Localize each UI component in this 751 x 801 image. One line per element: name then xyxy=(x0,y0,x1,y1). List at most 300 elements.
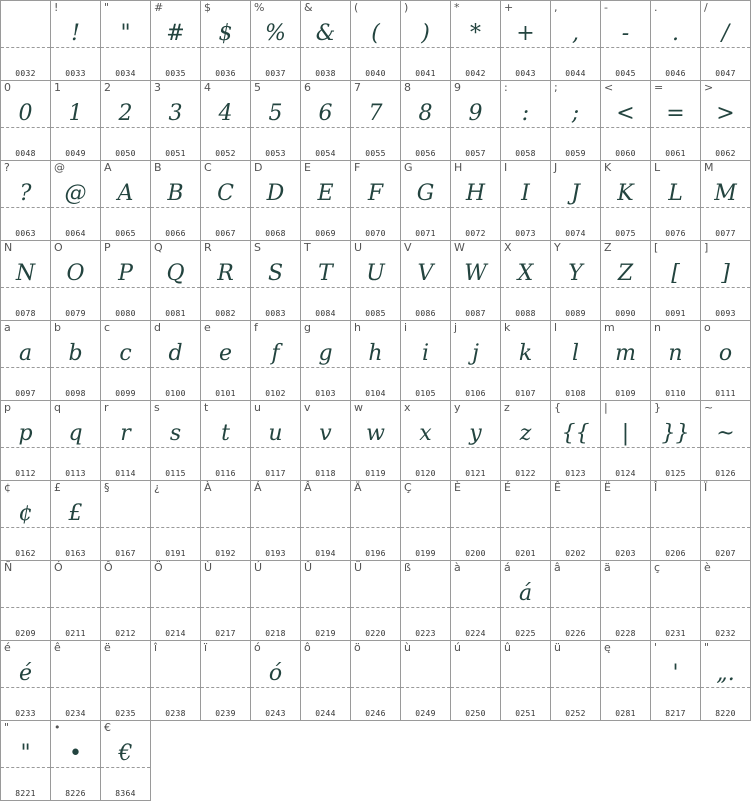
glyph-cell xyxy=(100,720,151,801)
reference-character: x xyxy=(404,401,411,414)
glyph-sample: 5 xyxy=(268,101,283,126)
glyph-sample xyxy=(501,497,550,531)
reference-character: ü xyxy=(554,641,561,654)
glyph-cell xyxy=(550,480,601,561)
glyph-sample xyxy=(151,497,200,531)
glyph-sample: > xyxy=(716,101,735,126)
character-code: 0051 xyxy=(165,149,186,158)
character-code: 8364 xyxy=(115,789,136,798)
reference-character: J xyxy=(554,161,558,174)
character-code: 0207 xyxy=(715,549,736,558)
reference-character: R xyxy=(204,241,212,254)
character-code: 0103 xyxy=(315,389,336,398)
glyph-cell xyxy=(250,320,301,401)
glyph-sample xyxy=(451,657,500,691)
glyph-cell xyxy=(500,80,551,161)
character-code: 0097 xyxy=(15,389,36,398)
character-code: 0113 xyxy=(65,469,86,478)
glyph-sample: • xyxy=(69,741,82,766)
glyph-cell xyxy=(700,80,751,161)
character-code: 0099 xyxy=(115,389,136,398)
glyph-cell xyxy=(600,0,651,81)
reference-character: § xyxy=(104,481,110,494)
glyph-cell xyxy=(300,480,351,561)
glyph-cell xyxy=(600,320,651,401)
reference-character: S xyxy=(254,241,261,254)
glyph-sample: F xyxy=(367,181,384,206)
glyph-cell xyxy=(600,400,651,481)
character-code: 0033 xyxy=(65,69,86,78)
character-code: 0050 xyxy=(115,149,136,158)
character-code: 0104 xyxy=(365,389,386,398)
reference-character: Ä xyxy=(354,481,362,494)
reference-character: F xyxy=(354,161,361,174)
reference-character: & xyxy=(304,1,313,14)
reference-character: è xyxy=(704,561,711,574)
glyph-sample: 9 xyxy=(468,101,483,126)
character-code: 0252 xyxy=(565,709,586,718)
glyph-sample: E xyxy=(317,181,334,206)
glyph-cell xyxy=(200,320,251,401)
glyph-sample: @ xyxy=(64,181,87,206)
reference-character: a xyxy=(4,321,11,334)
character-code: 0123 xyxy=(565,469,586,478)
reference-character: / xyxy=(704,1,708,14)
character-code: 0063 xyxy=(15,229,36,238)
reference-character: 0 xyxy=(4,81,11,94)
glyph-cell xyxy=(350,400,401,481)
glyph-sample: r xyxy=(120,421,131,446)
reference-character: ä xyxy=(604,561,611,574)
glyph-sample: ? xyxy=(19,181,32,206)
glyph-sample xyxy=(501,657,550,691)
glyph-cell xyxy=(300,560,351,641)
character-code: 0093 xyxy=(715,309,736,318)
character-code: 0203 xyxy=(615,549,636,558)
reference-character: b xyxy=(54,321,61,334)
character-code: 0192 xyxy=(215,549,236,558)
glyph-cell xyxy=(650,240,701,321)
reference-character: > xyxy=(704,81,714,94)
glyph-cell xyxy=(600,640,651,721)
glyph-cell xyxy=(300,80,351,161)
reference-character: < xyxy=(604,81,614,94)
glyph-cell xyxy=(650,560,701,641)
glyph-sample: J xyxy=(571,181,580,206)
glyph-sample xyxy=(101,497,150,531)
glyph-cell xyxy=(350,160,401,241)
reference-character: ó xyxy=(254,641,261,654)
glyph-cell xyxy=(700,560,751,641)
character-code: 0085 xyxy=(365,309,386,318)
glyph-sample: | xyxy=(621,421,630,446)
glyph-sample: d xyxy=(168,341,183,366)
character-code: 0206 xyxy=(665,549,686,558)
reference-character: B xyxy=(154,161,162,174)
reference-character: h xyxy=(354,321,361,334)
glyph-sample: P xyxy=(118,261,133,286)
glyph-sample: I xyxy=(521,181,530,206)
glyph-sample xyxy=(201,657,250,691)
reference-character: 6 xyxy=(304,81,311,94)
glyph-sample xyxy=(151,577,200,611)
reference-character: ß xyxy=(404,561,411,574)
character-code: 0120 xyxy=(415,469,436,478)
reference-character: ¢ xyxy=(4,481,11,494)
reference-character: K xyxy=(604,161,612,174)
character-code: 0064 xyxy=(65,229,86,238)
glyph-sample: C xyxy=(217,181,234,206)
character-code: 0223 xyxy=(415,629,436,638)
glyph-sample: o xyxy=(718,341,733,366)
glyph-cell xyxy=(700,480,751,561)
glyph-sample xyxy=(151,657,200,691)
glyph-sample xyxy=(51,657,100,691)
character-code: 0125 xyxy=(665,469,686,478)
glyph-sample: ! xyxy=(71,21,80,46)
glyph-sample: L xyxy=(668,181,683,206)
reference-character: P xyxy=(104,241,111,254)
glyph-cell xyxy=(400,160,451,241)
character-code: 0041 xyxy=(415,69,436,78)
character-code: 0045 xyxy=(615,69,636,78)
glyph-cell xyxy=(350,80,401,161)
glyph-sample: 4 xyxy=(218,101,233,126)
character-code: 0117 xyxy=(265,469,286,478)
character-code: 0067 xyxy=(215,229,236,238)
character-code: 0081 xyxy=(165,309,186,318)
character-code: 0068 xyxy=(265,229,286,238)
character-code: 0246 xyxy=(365,709,386,718)
glyph-sample xyxy=(551,497,600,531)
reference-character: ! xyxy=(54,1,59,14)
reference-character: Ù xyxy=(204,561,213,574)
glyph-sample: B xyxy=(167,181,184,206)
character-code: 0065 xyxy=(115,229,136,238)
character-code: 0231 xyxy=(665,629,686,638)
character-code: 0061 xyxy=(665,149,686,158)
glyph-cell xyxy=(300,320,351,401)
glyph-cell xyxy=(150,640,201,721)
reference-character: . xyxy=(654,1,658,14)
character-code: 0162 xyxy=(15,549,36,558)
reference-character: Ü xyxy=(354,561,363,574)
glyph-cell xyxy=(600,480,651,561)
character-code: 0089 xyxy=(565,309,586,318)
character-code: 0122 xyxy=(515,469,536,478)
glyph-sample xyxy=(401,497,450,531)
glyph-cell xyxy=(0,560,51,641)
glyph-cell xyxy=(450,160,501,241)
glyph-sample: # xyxy=(166,21,185,46)
reference-character: Ú xyxy=(254,561,263,574)
glyph-cell xyxy=(500,480,551,561)
character-code: 0111 xyxy=(715,389,736,398)
glyph-cell xyxy=(300,400,351,481)
glyph-sample: £ xyxy=(68,501,83,526)
character-code: 0200 xyxy=(465,549,486,558)
reference-character: Û xyxy=(304,561,313,574)
glyph-sample: Q xyxy=(166,261,185,286)
glyph-cell xyxy=(50,0,101,81)
glyph-sample: t xyxy=(221,421,230,446)
glyph-cell xyxy=(500,560,551,641)
reference-character: , xyxy=(554,1,558,14)
glyph-cell xyxy=(150,240,201,321)
glyph-sample xyxy=(451,577,500,611)
glyph-cell xyxy=(250,80,301,161)
glyph-cell xyxy=(300,240,351,321)
character-code: 0239 xyxy=(215,709,236,718)
character-code: 0201 xyxy=(515,549,536,558)
glyph-sample: M xyxy=(714,181,737,206)
glyph-sample: % xyxy=(265,21,286,46)
glyph-cell xyxy=(500,320,551,401)
reference-character: Z xyxy=(604,241,612,254)
reference-character: Q xyxy=(154,241,163,254)
character-code: 0032 xyxy=(15,69,36,78)
glyph-cell xyxy=(500,400,551,481)
reference-character: z xyxy=(504,401,510,414)
character-code: 0108 xyxy=(565,389,586,398)
glyph-cell xyxy=(250,640,301,721)
reference-character: y xyxy=(454,401,461,414)
glyph-sample: f xyxy=(271,341,280,366)
glyph-cell xyxy=(50,400,101,481)
glyph-cell xyxy=(250,160,301,241)
glyph-cell xyxy=(200,240,251,321)
glyph-cell xyxy=(450,400,501,481)
glyph-sample xyxy=(301,577,350,611)
character-code: 0043 xyxy=(515,69,536,78)
character-code: 0044 xyxy=(565,69,586,78)
reference-character: + xyxy=(504,1,514,14)
character-code: 0109 xyxy=(615,389,636,398)
glyph-sample: / xyxy=(721,21,730,46)
reference-character: î xyxy=(154,641,158,654)
reference-character: ) xyxy=(404,1,409,14)
reference-character: W xyxy=(454,241,465,254)
glyph-sample: " xyxy=(120,21,131,46)
glyph-sample: i xyxy=(421,341,430,366)
glyph-cell xyxy=(700,0,751,81)
character-code: 0037 xyxy=(265,69,286,78)
character-code: 0046 xyxy=(665,69,686,78)
character-code: 0055 xyxy=(365,149,386,158)
reference-character: Ñ xyxy=(4,561,13,574)
glyph-sample: b xyxy=(68,341,83,366)
character-code: 0048 xyxy=(15,149,36,158)
character-code: 0066 xyxy=(165,229,186,238)
glyph-cell xyxy=(100,400,151,481)
reference-character: u xyxy=(254,401,261,414)
reference-character: ~ xyxy=(704,401,714,414)
character-code: 0083 xyxy=(265,309,286,318)
character-code: 0212 xyxy=(115,629,136,638)
glyph-sample: g xyxy=(318,341,333,366)
glyph-sample: 3 xyxy=(168,101,183,126)
glyph-sample xyxy=(351,497,400,531)
reference-character: V xyxy=(404,241,412,254)
character-code: 0069 xyxy=(315,229,336,238)
glyph-cell xyxy=(650,400,701,481)
glyph-cell xyxy=(600,240,651,321)
character-code: 0107 xyxy=(515,389,536,398)
character-code: 0191 xyxy=(165,549,186,558)
reference-character: L xyxy=(654,161,661,174)
character-code: 0211 xyxy=(65,629,86,638)
reference-character: t xyxy=(204,401,209,414)
reference-character: • xyxy=(54,721,61,734)
glyph-sample xyxy=(651,497,700,531)
glyph-cell xyxy=(200,560,251,641)
reference-character: i xyxy=(404,321,408,334)
glyph-cell xyxy=(100,480,151,561)
character-code: 0119 xyxy=(365,469,386,478)
reference-character: I xyxy=(504,161,508,174)
glyph-sample: N xyxy=(15,261,36,286)
reference-character: = xyxy=(654,81,664,94)
reference-character: * xyxy=(454,1,460,14)
character-code: 0114 xyxy=(115,469,136,478)
reference-character: ú xyxy=(454,641,461,654)
reference-character: p xyxy=(4,401,11,414)
glyph-cell xyxy=(400,480,451,561)
character-code: 8226 xyxy=(65,789,86,798)
glyph-cell xyxy=(650,0,701,81)
glyph-sample xyxy=(551,577,600,611)
character-code: 0101 xyxy=(215,389,236,398)
glyph-sample: T xyxy=(318,261,333,286)
character-code: 0086 xyxy=(415,309,436,318)
reference-character: k xyxy=(504,321,511,334)
glyph-cell xyxy=(0,640,51,721)
glyph-sample: X xyxy=(517,261,534,286)
character-code: 0040 xyxy=(365,69,386,78)
character-code: 0112 xyxy=(15,469,36,478)
reference-character: Á xyxy=(254,481,262,494)
character-code: 0080 xyxy=(115,309,136,318)
glyph-cell xyxy=(500,640,551,721)
glyph-sample: $ xyxy=(218,21,233,46)
glyph-cell xyxy=(200,480,251,561)
glyph-cell xyxy=(100,0,151,81)
glyph-sample: {{ xyxy=(561,421,590,446)
glyph-cell xyxy=(150,320,201,401)
reference-character: Ö xyxy=(154,561,163,574)
glyph-cell xyxy=(600,160,651,241)
character-code: 0226 xyxy=(565,629,586,638)
glyph-cell xyxy=(600,560,651,641)
glyph-sample: 2 xyxy=(118,101,133,126)
glyph-sample: ó xyxy=(268,661,283,686)
glyph-cell xyxy=(500,160,551,241)
reference-character: v xyxy=(304,401,311,414)
glyph-cell xyxy=(550,320,601,401)
glyph-cell xyxy=(250,480,301,561)
glyph-sample xyxy=(301,497,350,531)
glyph-sample: H xyxy=(465,181,486,206)
glyph-sample xyxy=(251,497,300,531)
glyph-cell xyxy=(200,400,251,481)
character-code: 0214 xyxy=(165,629,186,638)
glyph-sample xyxy=(201,497,250,531)
glyph-cell xyxy=(50,240,101,321)
reference-character: C xyxy=(204,161,212,174)
glyph-sample: Z xyxy=(617,261,634,286)
character-code: 0110 xyxy=(665,389,686,398)
reference-character: û xyxy=(504,641,511,654)
character-code: 0209 xyxy=(15,629,36,638)
glyph-cell xyxy=(700,160,751,241)
character-code: 0244 xyxy=(315,709,336,718)
reference-character: " xyxy=(104,1,110,14)
character-code: 0054 xyxy=(315,149,336,158)
glyph-cell xyxy=(450,320,501,401)
character-code: 0232 xyxy=(715,629,736,638)
glyph-cell xyxy=(100,560,151,641)
glyph-cell xyxy=(50,80,101,161)
reference-character: Ó xyxy=(54,561,63,574)
glyph-cell xyxy=(350,0,401,81)
glyph-cell xyxy=(650,160,701,241)
character-code: 0090 xyxy=(615,309,636,318)
character-code: 0126 xyxy=(715,469,736,478)
glyph-sample: }} xyxy=(661,421,690,446)
character-code: 0079 xyxy=(65,309,86,318)
glyph-sample: 8 xyxy=(418,101,433,126)
glyph-sample: A xyxy=(117,181,134,206)
glyph-cell xyxy=(450,480,501,561)
reference-character: l xyxy=(554,321,558,334)
reference-character: ï xyxy=(204,641,208,654)
reference-character: g xyxy=(304,321,311,334)
glyph-cell xyxy=(700,400,751,481)
reference-character: 8 xyxy=(404,81,411,94)
glyph-cell xyxy=(450,640,501,721)
reference-character: U xyxy=(354,241,363,254)
glyph-cell xyxy=(200,0,251,81)
reference-character: À xyxy=(204,481,212,494)
glyph-sample: m xyxy=(615,341,636,366)
glyph-cell xyxy=(100,240,151,321)
glyph-cell xyxy=(300,160,351,241)
glyph-sample: & xyxy=(315,21,336,46)
glyph-cell xyxy=(700,240,751,321)
glyph-cell xyxy=(0,240,51,321)
glyph-sample: z xyxy=(519,421,532,446)
glyph-cell xyxy=(700,320,751,401)
reference-character: Ê xyxy=(554,481,561,494)
glyph-cell xyxy=(400,640,451,721)
glyph-sample xyxy=(601,577,650,611)
glyph-sample xyxy=(201,577,250,611)
glyph-sample: á xyxy=(518,581,533,606)
glyph-sample: ; xyxy=(571,101,580,126)
reference-character: n xyxy=(654,321,661,334)
character-code: 0167 xyxy=(115,549,136,558)
character-code: 0202 xyxy=(565,549,586,558)
reference-character: [ xyxy=(654,241,659,254)
character-code: 0106 xyxy=(465,389,486,398)
glyph-sample: " xyxy=(20,741,31,766)
reference-character: ( xyxy=(354,1,359,14)
glyph-sample: j xyxy=(472,341,479,366)
character-code: 0105 xyxy=(415,389,436,398)
glyph-sample: * xyxy=(470,21,481,46)
glyph-sample xyxy=(301,657,350,691)
character-code: 0193 xyxy=(265,549,286,558)
